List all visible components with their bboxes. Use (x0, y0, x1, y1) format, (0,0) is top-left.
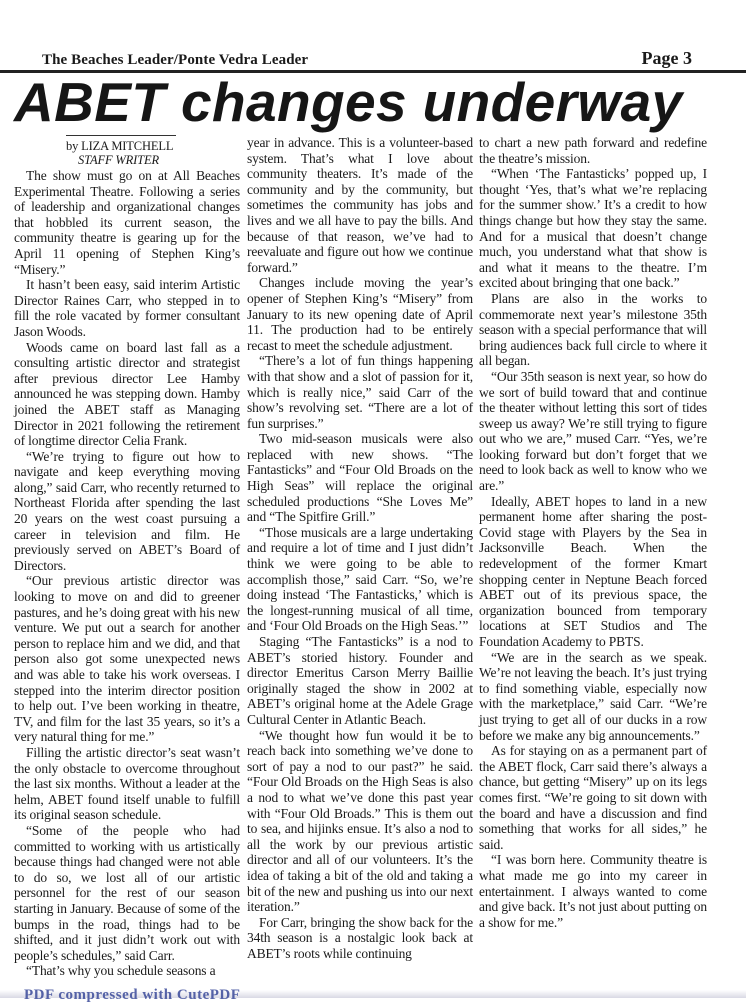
paragraph: year in advance. This is a volunteer-based system. That’s what I love about community theaters. It’s made of the community and by the community, but sometimes the community has jobs and lives and we all have to pay the bills. And because of that reason, we’ve had to reevaluate and figure out how we continue forward.” (247, 135, 473, 275)
paragraph: Staging “The Fantasticks” is a nod to ABET’s storied history. Founder and director Emeritus Carson Merry Baillie originally staged the show in 2002 at ABET’s original home at the Adele Grage Cultural Center in Atlantic Beach. (247, 634, 473, 727)
paragraph: Ideally, ABET hopes to land in a new permanent home after sharing the post-Covid stage with Players by the Sea in Jacksonville Beach. When the redevelopment of the former Kmart shopping center in Neptune Beach forced ABET out of its previous space, the organization bounced from temporary locations at SET Studios and The Foundation Academy to PBTS. (479, 493, 707, 649)
paragraph: “Our previous artistic director was looking to move on and did to greener pastures, and he’s doing great with his new venture. We put out a search for another person to replace him and we did, and that person also got some unexpected news and was able to take his work overseas. I stepped into the interim director position to help out. I’ve been working in theatre, TV, and film for the last 35 years, so it’s a very natural thing for me.” (14, 573, 241, 745)
paragraph: “Some of the people who had committed to working with us artistically because things had changed were not able to do so, we lost all of our artistic personnel for the rest of our season starting in January. Because of some of the bumps in the road, things had to be shifted, and it just didn’t work out with people’s schedules,” said Carr. (14, 822, 240, 963)
paragraph: Woods came on board last fall as a consulting artistic director and strategist after previous director Lee Hamby announced he was stepping down. Hamby joined the ABET staff as Managing Director in 2021 following the retirement of longtime director Celia Frank. (14, 339, 240, 449)
paragraph: It hasn’t been easy, said interim Artistic Director Raines Carr, who stepped in to fill the role vacated by former consultant Jason Woods. (14, 277, 240, 339)
paragraph: The show must go on at All Beaches Experimental Theatre. Following a series of leadership and organizational changes that hobbled its current season, the community theatre is gearing up for the April 11 opening of Stephen King’s “Misery.” (14, 168, 240, 277)
article-column-1 (14, 135, 240, 979)
article-column-2 (247, 135, 473, 961)
paragraph: “We’re trying to figure out how to navigate and keep everything moving along,” said Carr, who recently returned to Northeast Florida after spending the last 20 years on the west coast pursuing a career in television and film. He previously served on ABET’s Board of Directors. (14, 448, 240, 573)
paragraph: “When ‘The Fantasticks’ popped up, I thought ‘Yes, that’s what we’re replacing for the summer show.’ It’s a credit to how things change but how they stay the same. And for a musical that doesn’t change much, you understand what that show is and what it means to the theatre. I’m excited about bringing that one back.” (479, 166, 707, 291)
publication-name: The Beaches Leader/Ponte Vedra Leader (42, 52, 309, 68)
footer-watermark: PDF compressed with CutePDF (24, 987, 241, 1003)
paragraph: Plans are also in the works to commemorate next year’s milestone 35th season with a special performance that will bring audiences back full circle to where it all began. (479, 290, 707, 369)
paragraph: “That’s why you schedule seasons a (26, 963, 216, 979)
page-number: Page 3 (641, 48, 692, 68)
paragraph: “I was born here. Community theatre is what made me go into my career in entertainment. I always wanted to come and give back. It’s not just about putting on a show for me.” (479, 852, 707, 930)
paragraph: “We are in the search as we speak. We’re not leaving the beach. It’s just trying to find something viable, especially now with the marketplace,” said Carr. “We’re just trying to get all of our ducks in a row before we make any big announcements.” (479, 649, 707, 743)
byline-rule (66, 135, 176, 136)
headline: ABET changes underway (14, 71, 683, 133)
paragraph: “We thought how fun would it be to reach back into something we’ve done to sort of pay a nod to our past?” he said. “Four Old Broads on the High Seas is also a nod to what we’ve done this past year with “Four Old Broads.” This is them out to sea, and hijinks ensue. It’s also a nod to all the work by our previous artistic director and all of our volunteers. It’s the idea of taking a bit of the old and taking a bit of the new and pushing us into our next iteration.” (247, 727, 473, 915)
article-column-3 (479, 135, 707, 930)
paragraph: “Our 35th season is next year, so how do we sort of build toward that and continue the theater without letting this sort of tides sweep us away? We’re still trying to figure out who we are,” mused Carr. “Yes, we’re looking forward but don’t forget that we need to look back as well to know who we are.” (479, 368, 707, 494)
paragraph: Changes include moving the year’s opener of Stephen King’s “Misery” from January to its new opening date of April 11. The production had to be entirely recast to meet the schedule adjustment. (247, 275, 473, 353)
paragraph: “Those musicals are a large undertaking and require a lot of time and I just didn’t think we were going to be able to accomplish those,” said Carr. “So, we’re doing instead ‘The Fantasticks,’ which is the longest-running musical of all time, and ‘Four Old Broads on the High Seas.’” (247, 524, 473, 634)
paragraph: Two mid-season musicals were also replaced with new shows. “The Fantasticks” and “Four Old Broads on the High Seas” will replace the original scheduled productions “She Loves Me” and “The Spitfire Grill.” (247, 431, 473, 525)
staff-title: STAFF WRITER (78, 153, 159, 167)
paragraph: Filling the artistic director’s seat wasn’t the only obstacle to overcome throughout the last six months. Without a leader at the helm, ABET found itself unable to fulfill its original season schedule. (14, 744, 240, 823)
page-header (42, 49, 692, 69)
paragraph: For Carr, bringing the show back for the 34th season is a nostalgic look back at ABET’s roots while continuing (247, 914, 473, 961)
paragraph: to chart a new path forward and redefine the theatre’s mission. (479, 135, 707, 166)
byline: by LIZA MITCHELL (66, 139, 174, 153)
paragraph: “There’s a lot of fun things happening with that show and a slot of passion for it, which is really nice,” said Carr of the show’s revolving set. “There are a lot of fun surprises.” (247, 353, 473, 431)
paragraph: As for staying on as a permanent part of the ABET flock, Carr said there’s always a chance, but getting “Misery” up on its legs comes first. “We’re going to sit down with the board and have a discussion and find something that works for all sides,” he said. (479, 743, 707, 852)
